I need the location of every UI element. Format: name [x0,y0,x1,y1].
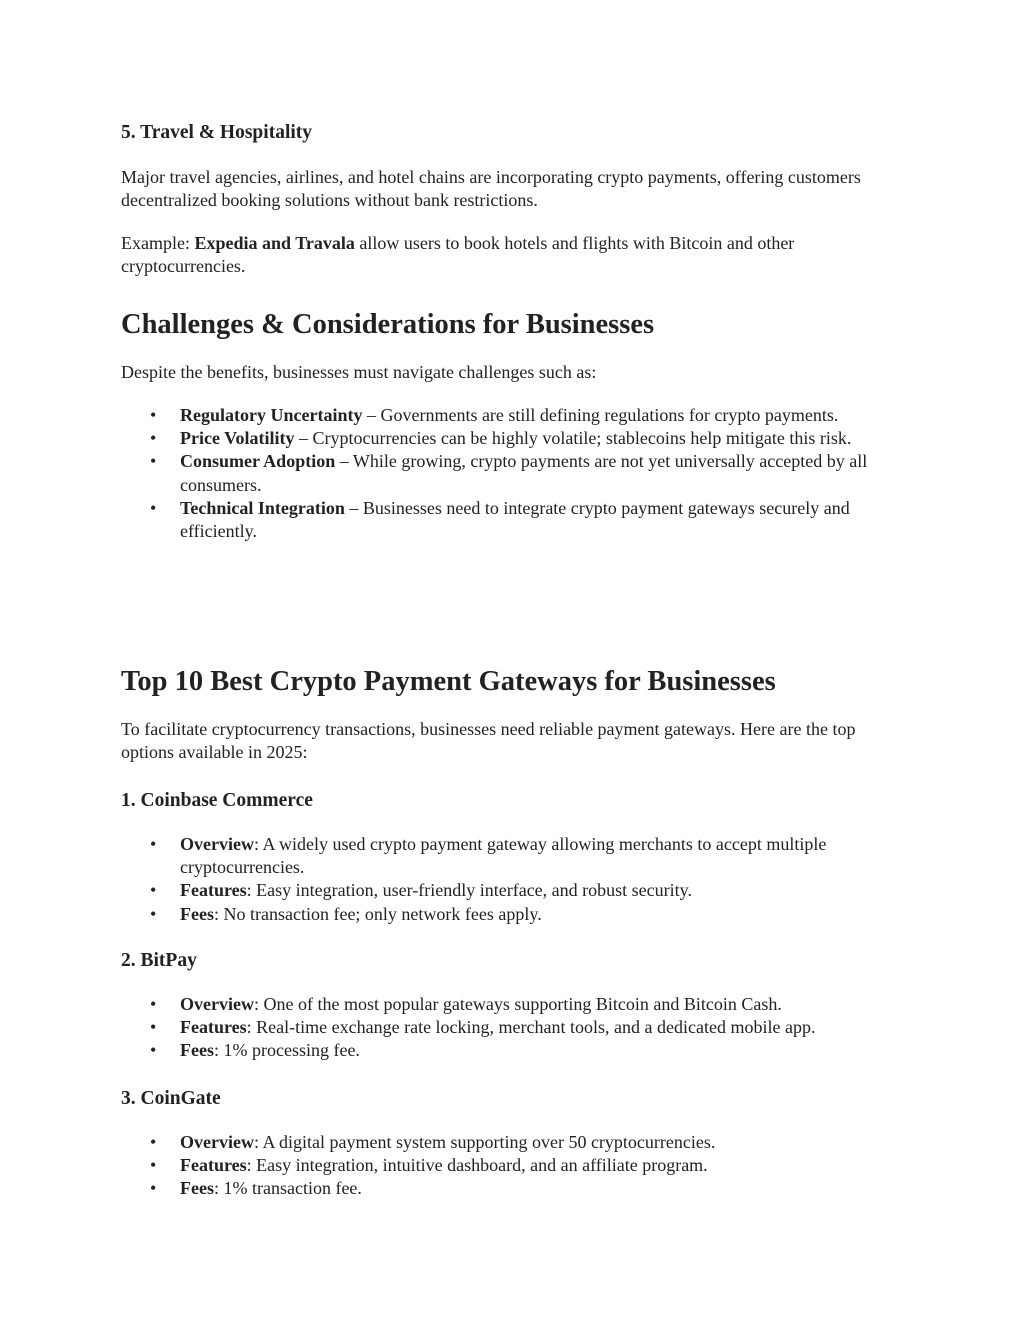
gateway-list-coingate [121,1131,911,1201]
item-term: Fees [180,903,214,924]
item-text: : Easy integration, intuitive dashboard, and an affiliate program. [246,1155,708,1176]
top10-heading: Top 10 Best Crypto Payment Gateways for Businesses [121,666,776,697]
item-text: – Businesses need to integrate crypto payment gateways securely and efficiently. [180,497,850,542]
list-item [121,1131,900,1154]
item-text: – Governments are still defining regulations for crypto payments. [362,405,839,425]
item-term: Regulatory Uncertainty [180,405,363,425]
list-item [121,903,900,926]
list-item [121,993,912,1016]
gateway-list-bitpay [121,993,911,1063]
item-term: Price Volatility [180,428,295,449]
item-text: : A widely used crypto payment gateway allowing merchants to accept multiple cryptocurrencies. [180,834,827,878]
item-text: : 1% processing fee. [213,1040,360,1061]
list-item [121,1039,912,1062]
item-text: – Cryptocurrencies can be highly volatile; stablecoins help mitigate this risk. [294,428,852,449]
challenges-list [121,404,911,543]
item-text: : One of the most popular gateways supporting Bitcoin and Bitcoin Cash. [253,994,782,1014]
item-text: : A digital payment system supporting over 50 cryptocurrencies. [253,1132,716,1152]
gateway-heading-coinbase: 1. Coinbase Commerce [121,790,313,811]
item-text: : Real-time exchange rate locking, merchant tools, and a dedicated mobile app. [246,1017,816,1038]
list-item [121,1177,900,1200]
item-term: Features [180,1155,247,1176]
item-text: : 1% transaction fee. [213,1178,362,1199]
item-text: : Easy integration, user-friendly interface, and robust security. [246,880,692,901]
item-term: Consumer Adoption [180,451,336,472]
item-term: Fees [180,1178,214,1199]
challenges-heading: Challenges & Considerations for Businesses [121,309,655,340]
list-item [121,879,900,902]
list-item [121,833,900,879]
item-term: Features [180,1017,247,1038]
item-term: Technical Integration [180,497,345,518]
item-term: Features [180,880,247,901]
list-item [121,427,912,450]
list-item [121,404,912,427]
item-text: – While growing, crypto payments are not yet universally accepted by all consumers. [180,451,868,495]
example-prefix: Example: [121,233,195,253]
travel-intro: Major travel agencies, airlines, and hotel chains are incorporating crypto payments, offering customers decentralized booking solutions without bank restrictions. [121,167,861,211]
list-item [121,497,912,543]
list-item [121,450,912,496]
list-item [121,1154,900,1177]
travel-heading: 5. Travel & Hospitality [121,122,313,143]
challenges-intro: Despite the benefits, businesses must navigate challenges such as: [121,362,597,382]
gateway-heading-bitpay: 2. BitPay [121,950,197,971]
gateway-list-coinbase [121,833,911,926]
item-text: : No transaction fee; only network fees apply. [213,903,542,924]
item-term: Overview [180,994,254,1014]
item-term: Overview [180,834,254,854]
item-term: Overview [180,1132,254,1152]
gateway-heading-coingate: 3. CoinGate [121,1088,221,1109]
example-companies: Expedia and Travala [194,233,355,253]
travel-example [121,232,901,278]
item-term: Fees [180,1040,214,1061]
top10-intro: To facilitate cryptocurrency transactions, businesses need reliable payment gateways. Here are the top options available in 2025: [121,719,856,763]
list-item [121,1016,912,1039]
example-text: allow users to book hotels and flights with Bitcoin and other cryptocurrencies. [121,233,795,277]
